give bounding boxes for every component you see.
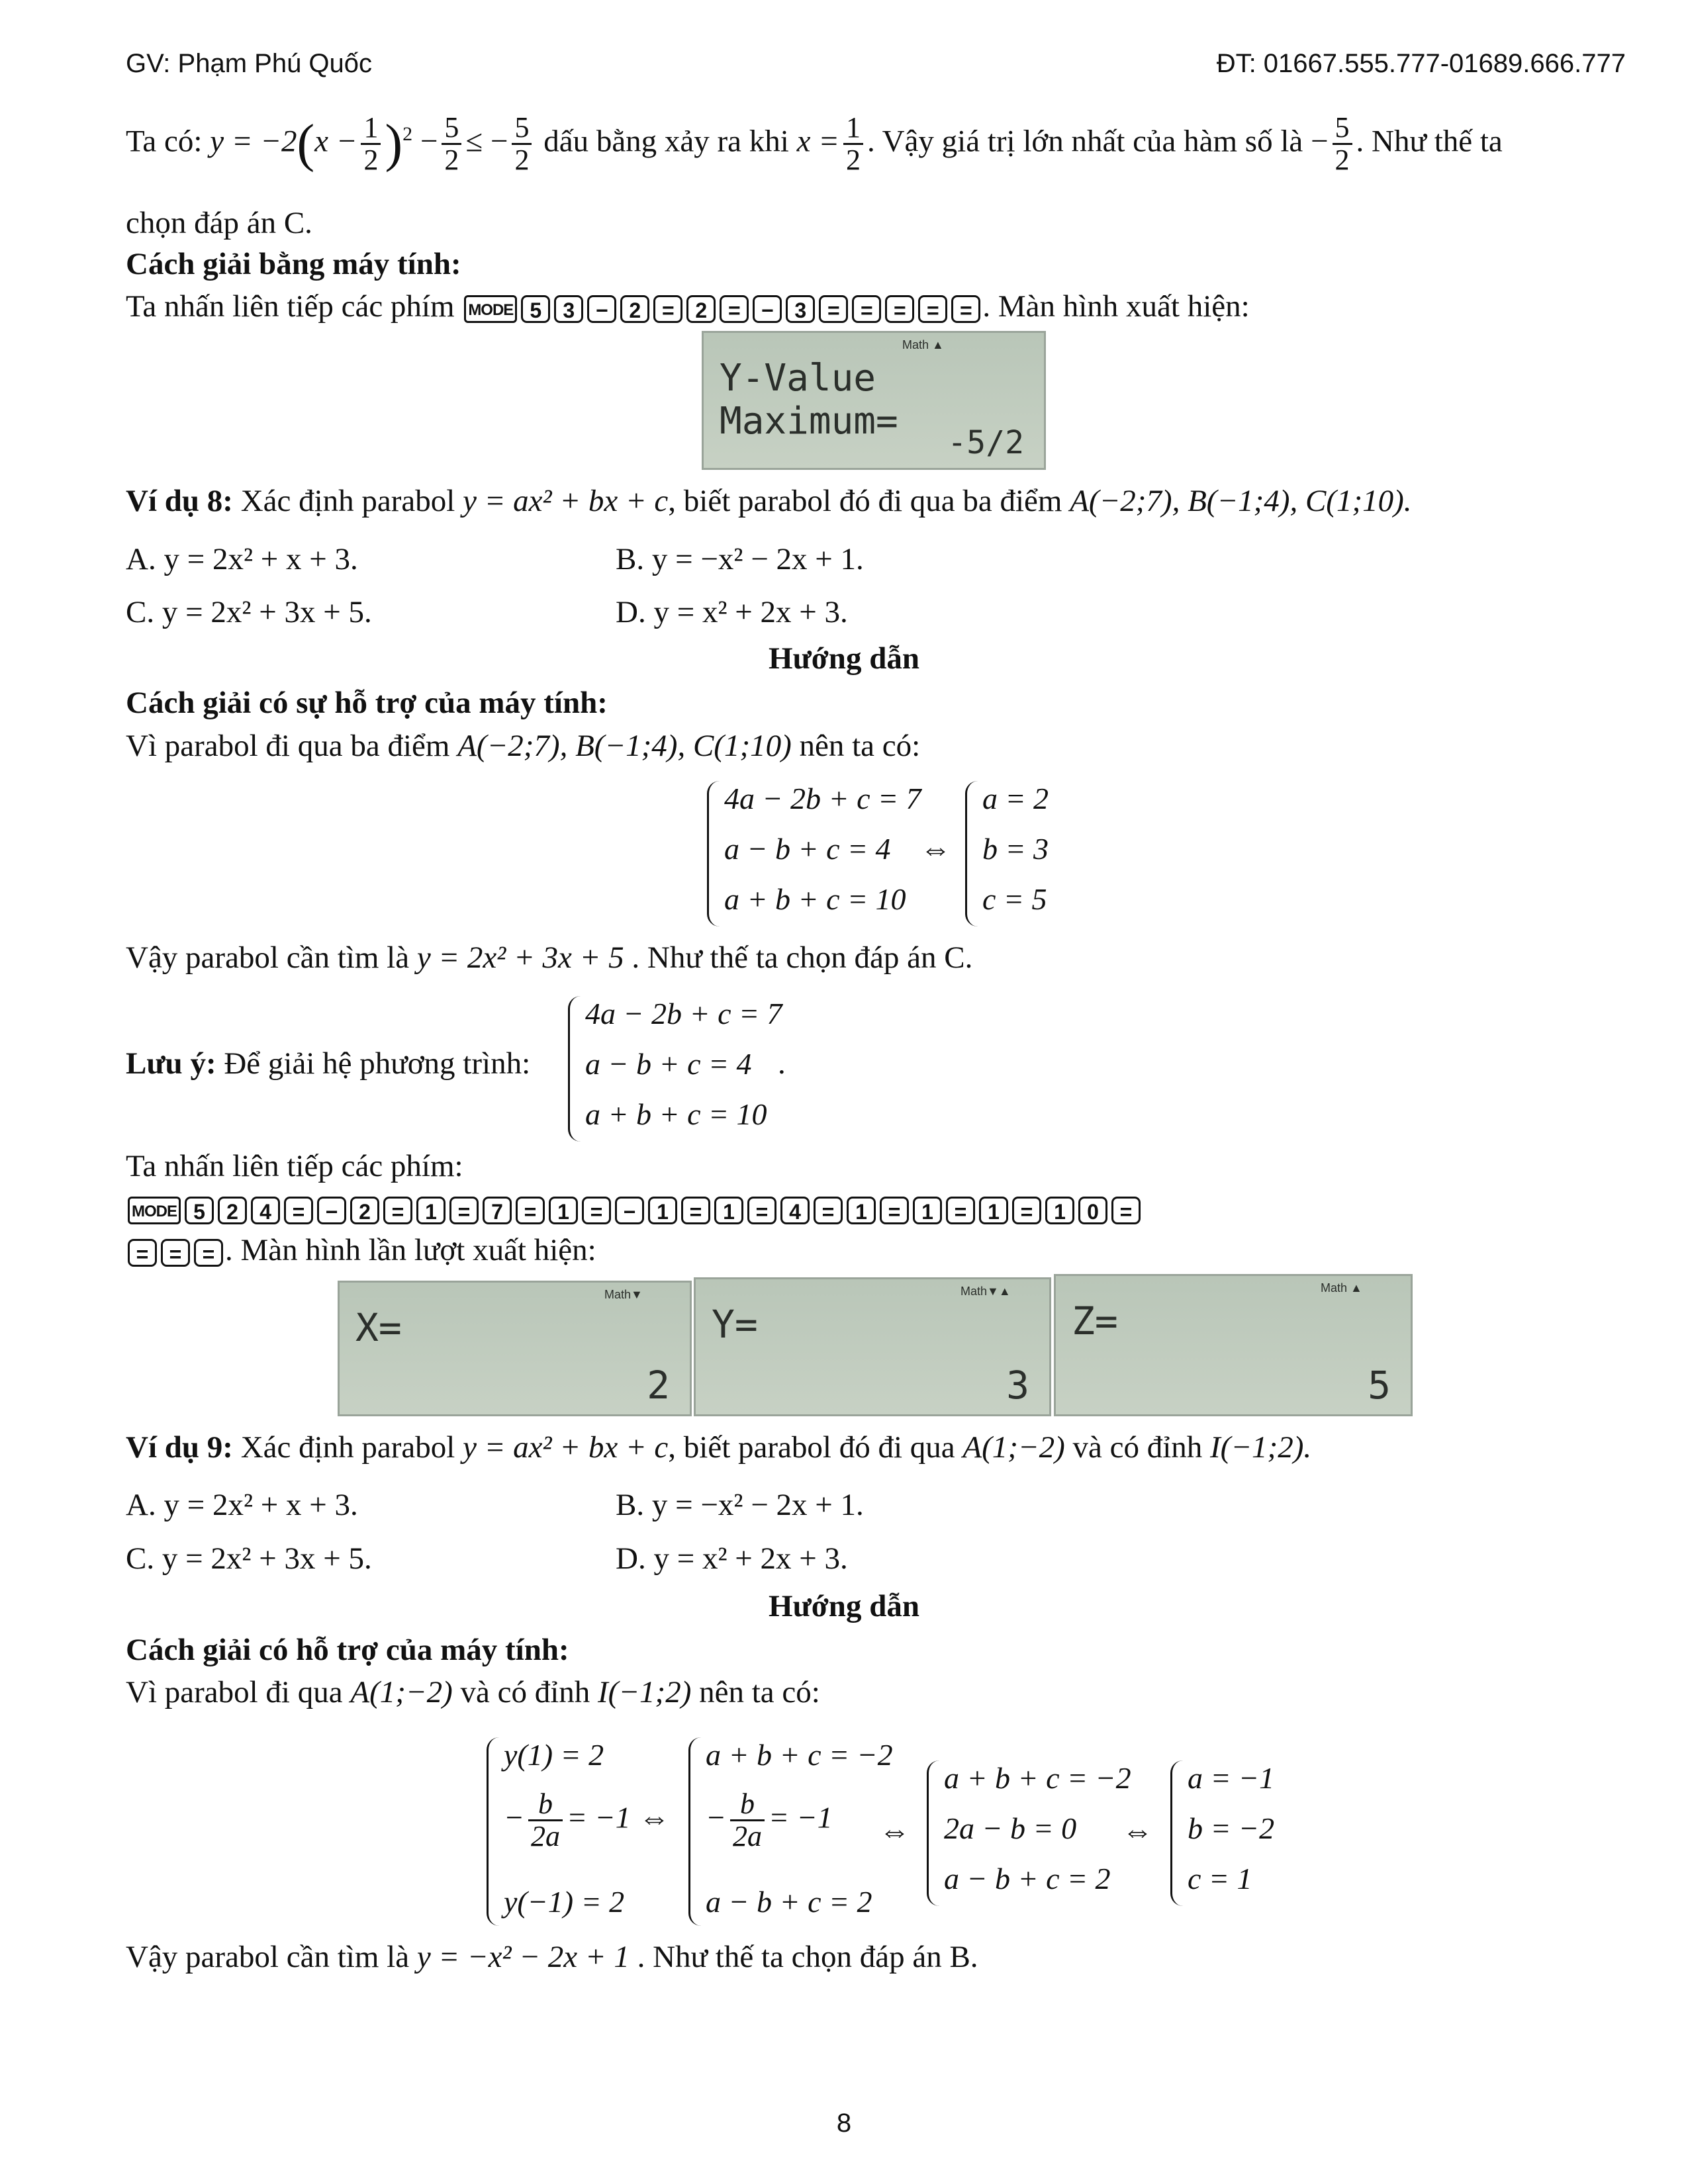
intro-line2: chọn đáp án C. — [126, 206, 312, 240]
ex9-text2: , biết parabol đó đi qua — [668, 1430, 955, 1465]
ex9-result-b: . Như thế ta chọn đáp án B. — [637, 1940, 978, 1974]
intro-max-text: . Vậy giá trị lớn nhất của hàm số là — [867, 124, 1303, 159]
calculator-key: − — [615, 1197, 644, 1224]
ex8-heading: Cách giải có sự hỗ trợ của máy tính: — [126, 686, 608, 720]
intro-x-eq: x = — [796, 124, 839, 159]
ex8-equiv: ⇔ — [920, 832, 951, 866]
intro-lead: Ta có: — [126, 124, 203, 159]
calculator-key: − — [587, 295, 616, 323]
ex8-keys-row2 — [126, 1232, 596, 1268]
ex9-option-a: A. y = 2x² + x + 3. — [126, 1488, 358, 1522]
sys-row: b = −2 — [1188, 1811, 1275, 1845]
calculator-key: 5 — [521, 295, 550, 323]
ex8-option-a: A. y = 2x² + x + 3. — [126, 542, 358, 576]
ex9-guide: Hướng dẫn — [769, 1589, 919, 1623]
ex9-system-4 — [1170, 1760, 1316, 1906]
calc1-tail: . Màn hình xuất hiện: — [982, 289, 1250, 324]
ex8-points: A(−2;7), B(−1;4), C(1;10). — [1070, 484, 1412, 518]
intro-neg: − — [1311, 124, 1329, 159]
intro-formula-a: y = −2 — [210, 124, 297, 159]
ex8-reason — [126, 728, 920, 764]
ex9-option-b: B. y = −x² − 2x + 1. — [616, 1488, 864, 1522]
ex9-point-i: I(−1;2). — [1210, 1430, 1312, 1465]
sys-row: b = 3 — [982, 832, 1049, 866]
ex9-text1: Xác định parabol — [240, 1430, 455, 1465]
ex8-label: Ví dụ 8: — [126, 484, 233, 518]
calculator-key: 2 — [350, 1197, 379, 1224]
sys-row: a = −1 — [1188, 1761, 1275, 1795]
calculator-key: 1 — [979, 1197, 1008, 1224]
screen-title: Y= — [712, 1302, 758, 1347]
ex8-system-right — [965, 781, 1098, 927]
sys-row: a − b + c = 2 — [706, 1885, 872, 1919]
ex8-eq: y = ax² + bx + c — [463, 484, 669, 518]
sys-row: a = 2 — [982, 782, 1049, 815]
intro-max-val: $\frac{5}{2}$ — [1333, 113, 1352, 175]
calculator-key: 1 — [913, 1197, 942, 1224]
calculator-key: 0 — [1078, 1197, 1107, 1224]
calculator-key: 5 — [185, 1197, 214, 1224]
ex9-result-eq: y = −x² − 2x + 1 — [416, 1940, 630, 1974]
screen-status: Math ▲ — [902, 338, 944, 351]
calculator-key: 1 — [648, 1197, 677, 1224]
calculator-key: = — [747, 1197, 776, 1224]
ex8-keys-row2-keys — [126, 1233, 225, 1267]
ex9-reason — [126, 1674, 820, 1710]
calculator-key: = — [852, 295, 881, 323]
calculator-key: MODE — [464, 295, 517, 323]
calculator-key: = — [284, 1197, 313, 1224]
ex8-reason-tail: nên ta có: — [799, 729, 921, 763]
ex8-result-b: . Như thế ta chọn đáp án C. — [632, 940, 973, 975]
screen-status: Math▼▲ — [961, 1285, 1011, 1298]
ex8-guide: Hướng dẫn — [769, 641, 919, 676]
ex8-note — [126, 1046, 530, 1081]
screen-title: Y-Value Maximum= — [720, 357, 898, 443]
ex9-system-2 — [688, 1737, 893, 1926]
ex9-reason-mid: và có đỉnh — [460, 1675, 590, 1709]
ex9-point-a: A(1;−2) — [962, 1430, 1065, 1465]
calculator-key: = — [161, 1239, 190, 1267]
ex8-option-b: B. y = −x² − 2x + 1. — [616, 542, 864, 576]
screen-title: X= — [355, 1305, 402, 1350]
sys-row: 2a − b = 0 — [944, 1811, 1077, 1845]
calculator-key: = — [918, 295, 947, 323]
calculator-key: = — [880, 1197, 909, 1224]
calculator-key: 7 — [483, 1197, 512, 1224]
screen-value: 2 — [647, 1363, 670, 1408]
ex8-result-eq: y = 2x² + 3x + 5 — [416, 940, 624, 975]
calculator-key: 1 — [416, 1197, 445, 1224]
screen-title: Z= — [1072, 1298, 1118, 1343]
screen-value: 5 — [1368, 1363, 1391, 1408]
sys-row: a + b + c = 10 — [585, 1097, 767, 1131]
ex9-equiv-3: ⇔ — [1122, 1814, 1153, 1848]
sys-row-frac: − $\frac{b}{2a}$ = −1 — [706, 1788, 833, 1853]
intro-minus: − — [420, 124, 438, 159]
calculator-key: = — [951, 295, 980, 323]
sys-row: a − b + c = 4 — [724, 832, 891, 866]
calculator-key: = — [194, 1239, 223, 1267]
calculator-key: = — [1111, 1197, 1141, 1224]
intro-formula-b: x − — [314, 124, 357, 159]
sys-row: a − b + c = 2 — [944, 1862, 1111, 1895]
ex9-equiv-1: ⇔ — [639, 1801, 670, 1835]
ex8-screen-x — [338, 1281, 692, 1416]
ex9-label: Ví dụ 9: — [126, 1430, 233, 1465]
ex9-result — [126, 1939, 978, 1975]
calculator-key: = — [653, 295, 682, 323]
calc1-screen — [702, 331, 1046, 470]
screen-status: Math ▲ — [1321, 1281, 1362, 1295]
calculator-key: MODE — [128, 1197, 181, 1224]
sys-row: a − b + c = 4 — [585, 1047, 752, 1081]
ex8-reason-points: A(−2;7), B(−1;4), C(1;10) — [457, 729, 792, 763]
intro-exp: 2 — [402, 122, 413, 145]
calculator-key: = — [885, 295, 914, 323]
sys-row: c = 5 — [982, 882, 1047, 916]
screen-value: -5/2 — [947, 424, 1024, 461]
ex8-text2: , biết parabol đó đi qua ba điểm — [668, 484, 1062, 518]
calculator-key: − — [753, 295, 782, 323]
sys-row: a + b + c = 10 — [724, 882, 906, 916]
screen-value: 3 — [1006, 1363, 1029, 1408]
ex8-reason-text: Vì parabol đi qua ba điểm — [126, 729, 450, 763]
intro-half: $\frac{1}{2}$ — [361, 113, 381, 175]
calculator-key: 2 — [218, 1197, 247, 1224]
ex9-equiv-2: ⇔ — [879, 1814, 910, 1848]
calc1-lead: Ta nhấn liên tiếp các phím — [126, 289, 455, 324]
intro-x-val: $\frac{1}{2}$ — [843, 113, 863, 175]
calculator-key: = — [449, 1197, 479, 1224]
calculator-key: = — [516, 1197, 545, 1224]
calculator-key: 3 — [786, 295, 815, 323]
ex9-reason-text: Vì parabol đi qua — [126, 1675, 343, 1709]
calculator-key: 4 — [780, 1197, 810, 1224]
intro-five-a: $\frac{5}{2}$ — [442, 113, 461, 175]
calculator-key: = — [128, 1239, 157, 1267]
calculator-key: = — [1012, 1197, 1041, 1224]
intro-line: Ta có: y = −2(x − $\frac{1}{2}$ )$^2$ − $\frac{5}{2}$ ≤ − $\frac{5}{2}$ dấu bằng xảy ra khi x = $\frac{1}{2}$ . Vậy giá trị lớn nhất của hàm số là − $\frac{5}{2}$ . Như thế ta — [126, 111, 1503, 177]
ex9-result-a: Vậy parabol cần tìm là — [126, 1940, 410, 1974]
page-number: 8 — [836, 2109, 852, 2138]
ex8-press: Ta nhấn liên tiếp các phím: — [126, 1149, 463, 1183]
calculator-key: = — [814, 1197, 843, 1224]
ex9-reason-i: I(−1;2) — [598, 1675, 692, 1709]
calculator-key: = — [720, 295, 749, 323]
ex9-eq: y = ax² + bx + c — [463, 1430, 669, 1465]
note-text: Để giải hệ phương trình: — [224, 1046, 531, 1081]
header-teacher: GV: Phạm Phú Quốc — [126, 49, 373, 78]
ex9-option-c: C. y = 2x² + 3x + 5. — [126, 1541, 372, 1576]
ex9-heading: Cách giải có hỗ trợ của máy tính: — [126, 1633, 569, 1667]
calculator-key: 1 — [847, 1197, 876, 1224]
ex8-keys-tail: . Màn hình lần lượt xuất hiện: — [225, 1233, 596, 1267]
intro-leq: ≤ − — [465, 124, 508, 159]
sys-row: 4a − 2b + c = 7 — [724, 782, 921, 815]
ex8-keys-row1 — [126, 1190, 1143, 1226]
sys-row: a + b + c = −2 — [944, 1761, 1131, 1795]
ex9-statement — [126, 1430, 1311, 1465]
ex8-screen-y — [694, 1277, 1051, 1416]
calculator-key: 1 — [1045, 1197, 1074, 1224]
calculator-key: 2 — [620, 295, 649, 323]
note-dot: . — [778, 1046, 786, 1081]
calculator-key: = — [819, 295, 848, 323]
intro-equality-text: dấu bằng xảy ra khi — [543, 124, 789, 159]
ex9-option-d: D. y = x² + 2x + 3. — [616, 1541, 848, 1576]
calculator-key: 4 — [251, 1197, 280, 1224]
ex8-note-system — [568, 996, 833, 1142]
ex8-result — [126, 940, 972, 976]
ex9-system-3 — [927, 1760, 1145, 1906]
ex8-screen-z — [1054, 1274, 1413, 1416]
calculator-key: = — [582, 1197, 611, 1224]
intro-five-b: $\frac{5}{2}$ — [512, 113, 532, 175]
calc1-keys-line — [126, 289, 1250, 324]
calculator-key: = — [681, 1197, 710, 1224]
ex8-result-a: Vậy parabol cần tìm là — [126, 940, 410, 975]
note-label: Lưu ý: — [126, 1046, 216, 1081]
calculator-key: 1 — [714, 1197, 743, 1224]
sys-row: y(1) = 2 — [504, 1738, 604, 1772]
header-phone: ĐT: 01667.555.777-01689.666.777 — [1216, 49, 1626, 78]
ex8-text1: Xác định parabol — [240, 484, 455, 518]
ex8-option-d: D. y = x² + 2x + 3. — [616, 595, 848, 629]
intro-tail: . Như thế ta — [1356, 124, 1503, 159]
ex9-text3: và có đỉnh — [1072, 1430, 1203, 1465]
calculator-key: 3 — [554, 295, 583, 323]
sys-row-frac: − $\frac{b}{2a}$ = −1 — [504, 1788, 631, 1853]
ex8-statement — [126, 483, 1412, 519]
calculator-key: 2 — [686, 295, 716, 323]
calc1-heading: Cách giải bằng máy tính: — [126, 247, 461, 281]
screen-status: Math▼ — [604, 1288, 643, 1301]
ex9-system-1 — [487, 1737, 639, 1926]
calculator-key: = — [383, 1197, 412, 1224]
sys-row: c = 1 — [1188, 1862, 1252, 1895]
ex9-reason-tail: nên ta có: — [699, 1675, 820, 1709]
calculator-key: − — [317, 1197, 346, 1224]
sys-row: 4a − 2b + c = 7 — [585, 997, 782, 1030]
ex8-option-c: C. y = 2x² + 3x + 5. — [126, 595, 372, 629]
calc1-keys — [462, 289, 982, 324]
sys-row: y(−1) = 2 — [504, 1885, 625, 1919]
sys-row: a + b + c = −2 — [706, 1738, 893, 1772]
calculator-key: = — [946, 1197, 975, 1224]
calculator-key: 1 — [549, 1197, 578, 1224]
ex9-reason-a: A(1;−2) — [350, 1675, 453, 1709]
